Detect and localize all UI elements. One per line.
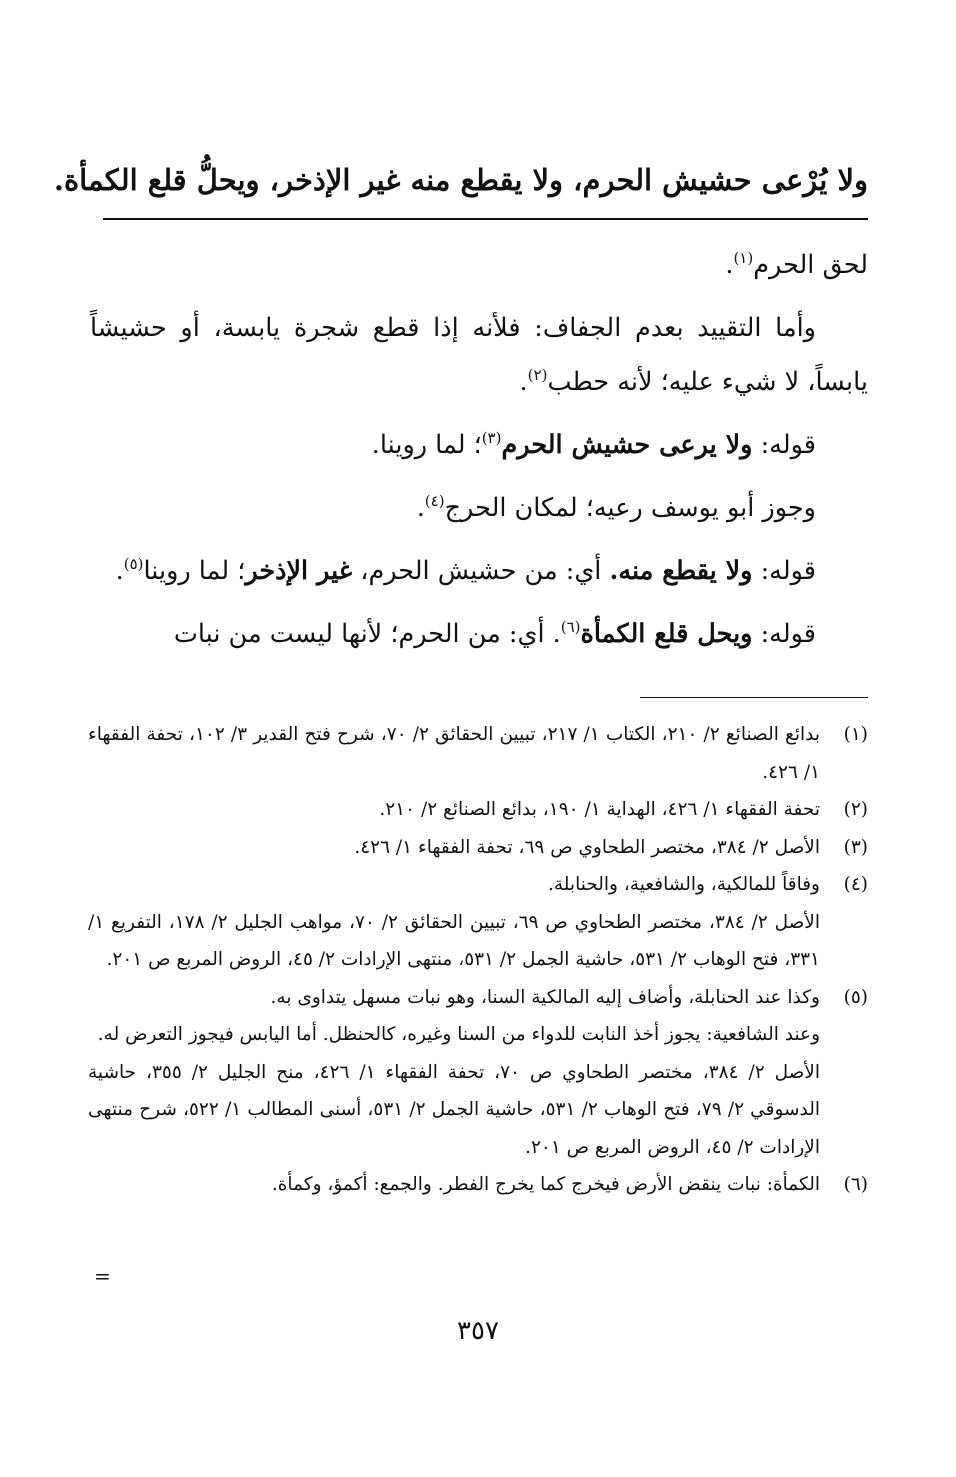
bold-quote: ويحل قلع الكمأة	[580, 619, 753, 649]
footnote	[88, 791, 868, 829]
footnote-text: وفاقاً للمالكية، والشافعية، والحنابلة.	[548, 874, 820, 895]
footnote-number: (٥)	[843, 986, 868, 1008]
footnote-number: (١)	[843, 724, 868, 745]
footnote-number: (٤)	[843, 874, 868, 895]
text-run: وجوز أبو يوسف رعيه؛ لمكان الحرج	[444, 493, 816, 523]
bold-quote: ولا يقطع منه.	[609, 556, 753, 586]
footnote-text: تحفة الفقهاء ١/ ٤٢٦، الهداية ١/ ١٩٠، بدائع الصنائع ٢/ ٢١٠.	[379, 799, 820, 820]
footnote-text: وعند الشافعية: يجوز أخذ النابت للدواء من السنا وغيره، كالحنظل. أما اليابس فيجوز التعرض له.	[97, 1024, 820, 1045]
footnote-number: (٦)	[843, 1174, 868, 1195]
footnote-ref: (٢)	[527, 366, 548, 384]
bold-quote: غير الإذخر	[245, 556, 353, 586]
footnote-ref: (٦)	[560, 618, 581, 636]
commentary-paragraph	[90, 301, 868, 412]
continuation-mark: =	[94, 1264, 111, 1288]
footnote-number: (٣)	[843, 836, 868, 858]
text-run: ؛ لما روينا	[143, 556, 246, 586]
matn-text: ولا يُرْعى حشيش الحرم، ولا يقطع منه غير الإذخر، ويحلُّ قلع الكمأة.	[53, 163, 868, 197]
footnote-ref: (٥)	[123, 555, 144, 573]
footnote-text: الأصل ٢/ ٣٨٤، مختصر الطحاوي ص ٦٩، تحفة الفقهاء ١/ ٤٢٦.	[354, 836, 820, 858]
text-run: ؛ لما روينا.	[371, 430, 482, 460]
text-run: قوله:	[752, 556, 816, 586]
footnote-body	[88, 716, 820, 791]
text-run: قوله:	[752, 619, 816, 649]
commentary-paragraph	[90, 418, 868, 475]
footnote	[88, 716, 868, 791]
footnote-divider	[640, 697, 868, 698]
footnote-text: بدائع الصنائع ٢/ ٢١٠، الكتاب ١/ ٢١٧، تبيين الحقائق ٢/ ٧٠، شرح فتح القدير ٣/ ١٠٢، تحفة الفقهاء ١/ ٤٢٦.	[88, 724, 820, 783]
commentary-paragraph	[90, 481, 868, 538]
text-run: .	[416, 493, 425, 523]
footnote	[88, 1166, 868, 1204]
matn-divider	[103, 218, 868, 220]
footnote-body	[88, 1166, 820, 1204]
footnote-text: الأصل ٢/ ٣٨٤، مختصر الطحاوي ص ٧٠، تحفة الفقهاء ١/ ٤٢٦، منح الجليل ٢/ ٣٥٥، حاشية الدسوقي ٢/ ٧٩، فتح الوهاب ٢/ ٥٣١، حاشية الجمل ٢/ ٥٣١، أسنى المطالب ١/ ٥٢٢، شرح منتهى الإرادات ٢/ ٤٥، الروض المربع ص ٢٠١.	[88, 1061, 820, 1158]
page-number: ٣٥٧	[457, 1316, 499, 1346]
text-run: أي: من حشيش الحرم،	[352, 556, 610, 586]
text-run: لحق الحرم	[753, 250, 868, 280]
text-run: قوله:	[752, 430, 816, 460]
footnote	[88, 829, 868, 867]
text-run: .	[519, 367, 528, 397]
footnote-ref: (٣)	[481, 429, 502, 447]
footnote-body	[88, 791, 820, 829]
footnote	[88, 979, 868, 1167]
commentary-paragraph	[90, 544, 868, 601]
text-run: .	[725, 250, 734, 280]
footnote-ref: (٤)	[424, 492, 445, 510]
footnote-text: وكذا عند الحنابلة، وأضاف إليه المالكية السنا، وهو نبات مسهل يتداوى به.	[270, 986, 820, 1008]
bold-quote: ولا يرعى حشيش الحرم	[501, 430, 753, 460]
footnote	[88, 866, 868, 979]
commentary-text	[90, 238, 868, 664]
commentary-paragraph	[90, 238, 868, 295]
text-run: وأما التقييد بعدم الجفاف: فلأنه إذا قطع شجرة يابسة، أو حشيشاً يابساً، لا شيء عليه؛ لأنه حطب	[90, 313, 868, 397]
footnotes	[88, 716, 868, 1204]
footnote-text: الأصل ٢/ ٣٨٤، مختصر الطحاوي ص ٦٩، تبيين الحقائق ٢/ ٧٠، مواهب الجليل ٢/ ١٧٨، التفريع ١/ ٣٣١، فتح الوهاب ٢/ ٥٣١، حاشية الجمل ٢/ ٥٣١، منتهى الإرادات ٢/ ٤٥، الروض المربع ص ٢٠١.	[88, 911, 820, 970]
footnote-number: (٢)	[843, 799, 868, 820]
commentary-paragraph	[90, 607, 868, 664]
footnote-body	[88, 866, 820, 979]
footnote-body	[88, 829, 820, 867]
text-run: . أي: من الحرم؛ لأنها ليست من نبات	[173, 619, 561, 649]
footnote-body	[88, 979, 820, 1167]
footnote-text: الكمأة: نبات ينقض الأرض فيخرج كما يخرج الفطر. والجمع: أكمؤ، وكمأة.	[271, 1174, 820, 1195]
footnote-ref: (١)	[733, 249, 754, 267]
text-run: .	[115, 556, 124, 586]
